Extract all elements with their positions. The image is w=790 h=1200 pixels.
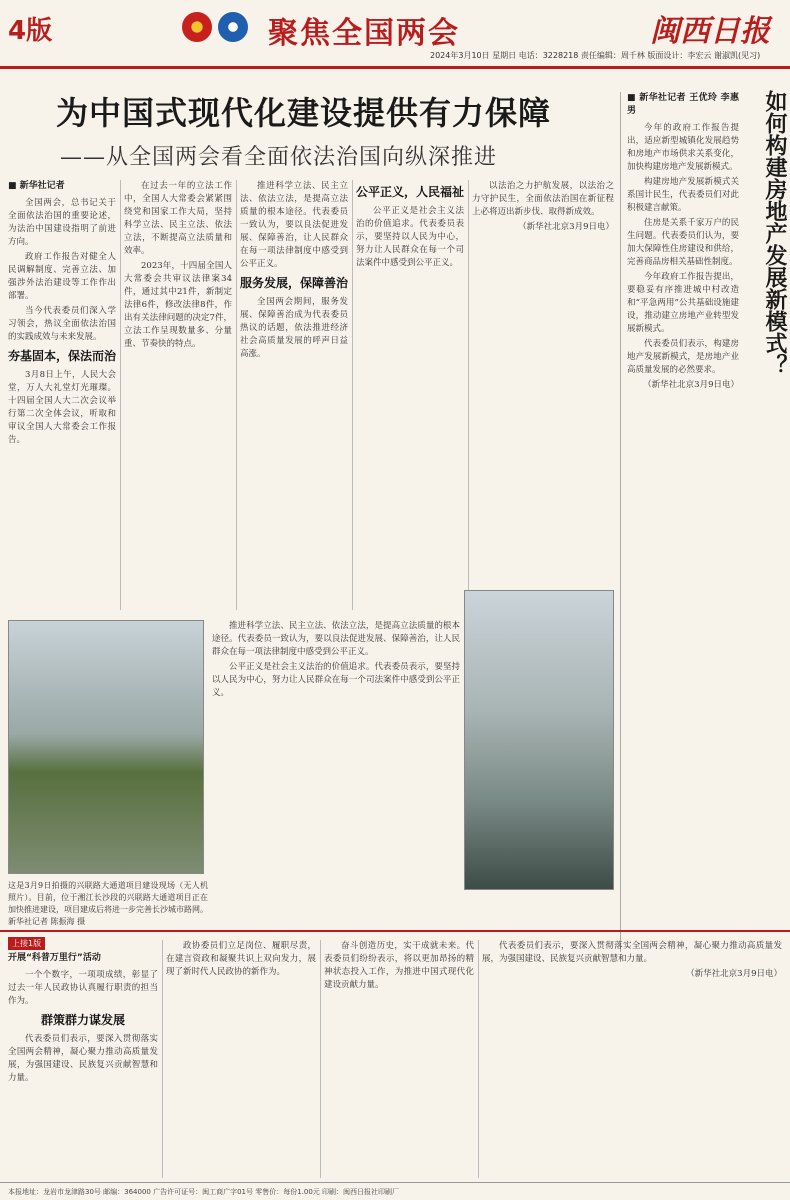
section-divider [0, 930, 790, 932]
lower-col-1 [8, 952, 158, 1178]
sidebar-article [620, 92, 742, 952]
lower-paragraph: 政协委员们立足岗位、履职尽责，在建言资政和凝聚共识上双向发力，展现了新时代人民政协的新作为。 [166, 941, 316, 977]
cppcc-emblem-icon [218, 12, 248, 42]
column-rule [120, 180, 121, 610]
photo-caption [8, 880, 208, 928]
page-footer: 本报地址：龙岩市龙津路30号 邮编：364000 广告许可证号：闽工商广字01号 零售价：每份1.00元 印刷：闽西日报社印刷厂 [0, 1182, 790, 1200]
article-col-5 [472, 180, 614, 580]
lower-col-2 [166, 940, 316, 1178]
lead-paragraph: 全国两会，总书记关于全面依法治国的重要论述，为法治中国建设指明了前进方向。 [8, 198, 116, 247]
body-paragraph: 全国两会期间，服务发展、保障善治成为代表委员热议的话题，依法推进经济社会高质量发展的呼声日益高涨。 [240, 297, 348, 359]
body-paragraph: 2023年，十四届全国人大常委会共审议法律案34件，通过其中21件，新制定法律6件，修改法律8件，作出有关法律问题的决定7件，立法工作呈现数量多、分量重、节奏快的特点。 [124, 261, 232, 349]
sidebar-paragraph: 今年的政府工作报告提出，适应新型城镇化发展趋势和房地产市场供求关系变化，加快构建房地产发展新模式。 [627, 123, 739, 172]
caption-credit: 新华社记者 陈振海 摄 [8, 917, 86, 926]
section-heading: 公平正义，人民福祉 [356, 185, 464, 199]
section-title: 聚焦全国两会 [268, 16, 460, 51]
sidebar-dateline: （新华社北京3月9日电） [643, 380, 739, 390]
article-col-4 [356, 180, 464, 610]
article-byline: ■ 新华社记者 [8, 181, 65, 191]
body-paragraph: 推进科学立法、民主立法、依法立法，是提高立法质量的根本途径。代表委员一致认为，要以良法促进发展、保障善治，让人民群众在每一项法律制度中感受到公平正义。 [240, 181, 348, 269]
column-rule [352, 180, 353, 610]
lower-paragraph: 奋斗创造历史，实干成就未来。代表委员们纷纷表示，将以更加昂扬的精神状态投入工作，为推进中国式现代化建设贡献力量。 [324, 941, 474, 990]
article-headline: 为中国式现代化建设提供有力保障 [56, 94, 552, 132]
body-paragraph: 以法治之力护航发展，以法治之力守护民生，全面依法治国在新征程上必将迈出新步伐、取得新成效。 [472, 181, 614, 217]
mid-article-col [212, 620, 460, 920]
sidebar-paragraph: 住房是关系千家万户的民生问题。代表委员们认为，要加大保障性住房建设和供给，完善商品房相关基础性制度。 [627, 218, 739, 267]
bridge-tower-photo [464, 590, 614, 890]
page-number: 4版 [8, 16, 53, 46]
column-rule [162, 940, 163, 1178]
column-rule [320, 940, 321, 1178]
sidebar-text [627, 92, 739, 942]
lower-dateline: （新华社北京3月9日电） [686, 969, 782, 979]
lower-section-heading: 群策群力谋发展 [40, 1013, 125, 1027]
paper-logo: 闽西日报 [650, 14, 770, 49]
sidebar-paragraph: 今年政府工作报告提出，要稳妥有序推进城中村改造和“平急两用”公共基础设施建设，推动建立房地产业转型发展新模式。 [627, 272, 739, 334]
body-paragraph: 推进科学立法、民主立法、依法立法，是提高立法质量的根本途径。代表委员一致认为，要以良法促进发展、保障善治，让人民群众在每一项法律制度中感受到公平正义。 [212, 621, 460, 657]
article-col-2 [124, 180, 232, 610]
lead-paragraph: 政府工作报告对健全人民调解制度、完善立法、加强涉外法治建设等工作作出部署。 [8, 252, 116, 301]
masthead [0, 0, 790, 74]
column-rule [478, 940, 479, 1178]
lower-col-3 [324, 940, 474, 1178]
sidebar-title: 如何构建房地产发展新模式？ [762, 90, 787, 376]
continued-tag: 上接1版 [8, 937, 45, 950]
article-col-3 [240, 180, 348, 610]
party-emblem-icon [182, 12, 212, 42]
article-dateline: （新华社北京3月9日电） [518, 222, 614, 232]
lower-title: 开展“科普万里行”活动 [8, 953, 101, 963]
body-paragraph: 公平正义是社会主义法治的价值追求。代表委员表示，要坚持以人民为中心，努力让人民群众在每一个司法案件中感受到公平正义。 [356, 206, 464, 268]
lower-col-4 [482, 940, 782, 1178]
lower-paragraph: 代表委员们表示，要深入贯彻落实全国两会精神，凝心聚力推动高质量发展，为强国建设、民族复兴贡献智慧和力量。 [482, 941, 782, 964]
lower-paragraph: 代表委员们表示，要深入贯彻落实全国两会精神，凝心聚力推动高质量发展，为强国建设、民族复兴贡献智慧和力量。 [8, 1034, 158, 1083]
lead-paragraph: 当今代表委员们深入学习领会，热议全面依法治国的实践成效与未来发展。 [8, 306, 116, 342]
sidebar-byline: ■ 新华社记者 王优玲 李惠男 [627, 93, 739, 116]
article-col-1 [8, 180, 116, 610]
section-heading: 服务发展，保障善治 [240, 276, 348, 290]
sidebar-paragraph: 代表委员们表示，构建房地产发展新模式，是房地产业高质量发展的必然要求。 [627, 339, 739, 375]
top-rule [0, 66, 790, 69]
body-paragraph: 3月8日上午，人民大会堂，万人大礼堂灯光璀璨。十四届全国人大二次会议举行第二次全体会议，听取和审议全国人大常委会工作报告。 [8, 370, 116, 445]
caption-text: 这是3月9日拍摄的兴联路大通道项目建设现场（无人机照片）。目前，位于湘江长沙段的兴联路大通道项目正在加快推进建设，项目建成后将进一步完善长沙城市路网。 [8, 881, 208, 914]
body-paragraph: 在过去一年的立法工作中，全国人大常委会紧紧围绕党和国家工作大局，坚持科学立法、民主立法、依法立法，不断提高立法质量和效率。 [124, 181, 232, 256]
column-rule [468, 180, 469, 590]
article-subhead: ——从全国两会看全面依法治国向纵深推进 [60, 145, 498, 170]
issue-info: 2024年3月10日 星期日 电话：3228218 责任编辑：周千林 版面设计：李宏云 谢淑凯(见习) [430, 51, 761, 60]
section-heading: 夯基固本，保法而治 [8, 349, 116, 363]
sidebar-paragraph: 构建房地产发展新模式关系国计民生，代表委员们对此积极建言献策。 [627, 177, 739, 213]
column-rule [236, 180, 237, 610]
body-paragraph: 公平正义是社会主义法治的价值追求。代表委员表示，要坚持以人民为中心，努力让人民群众在每一个司法案件中感受到公平正义。 [212, 662, 460, 698]
bridge-construction-photo [8, 620, 204, 874]
lower-paragraph: 一个个数字，一项项成绩，彰显了过去一年人民政协认真履行职责的担当作为。 [8, 970, 158, 1006]
